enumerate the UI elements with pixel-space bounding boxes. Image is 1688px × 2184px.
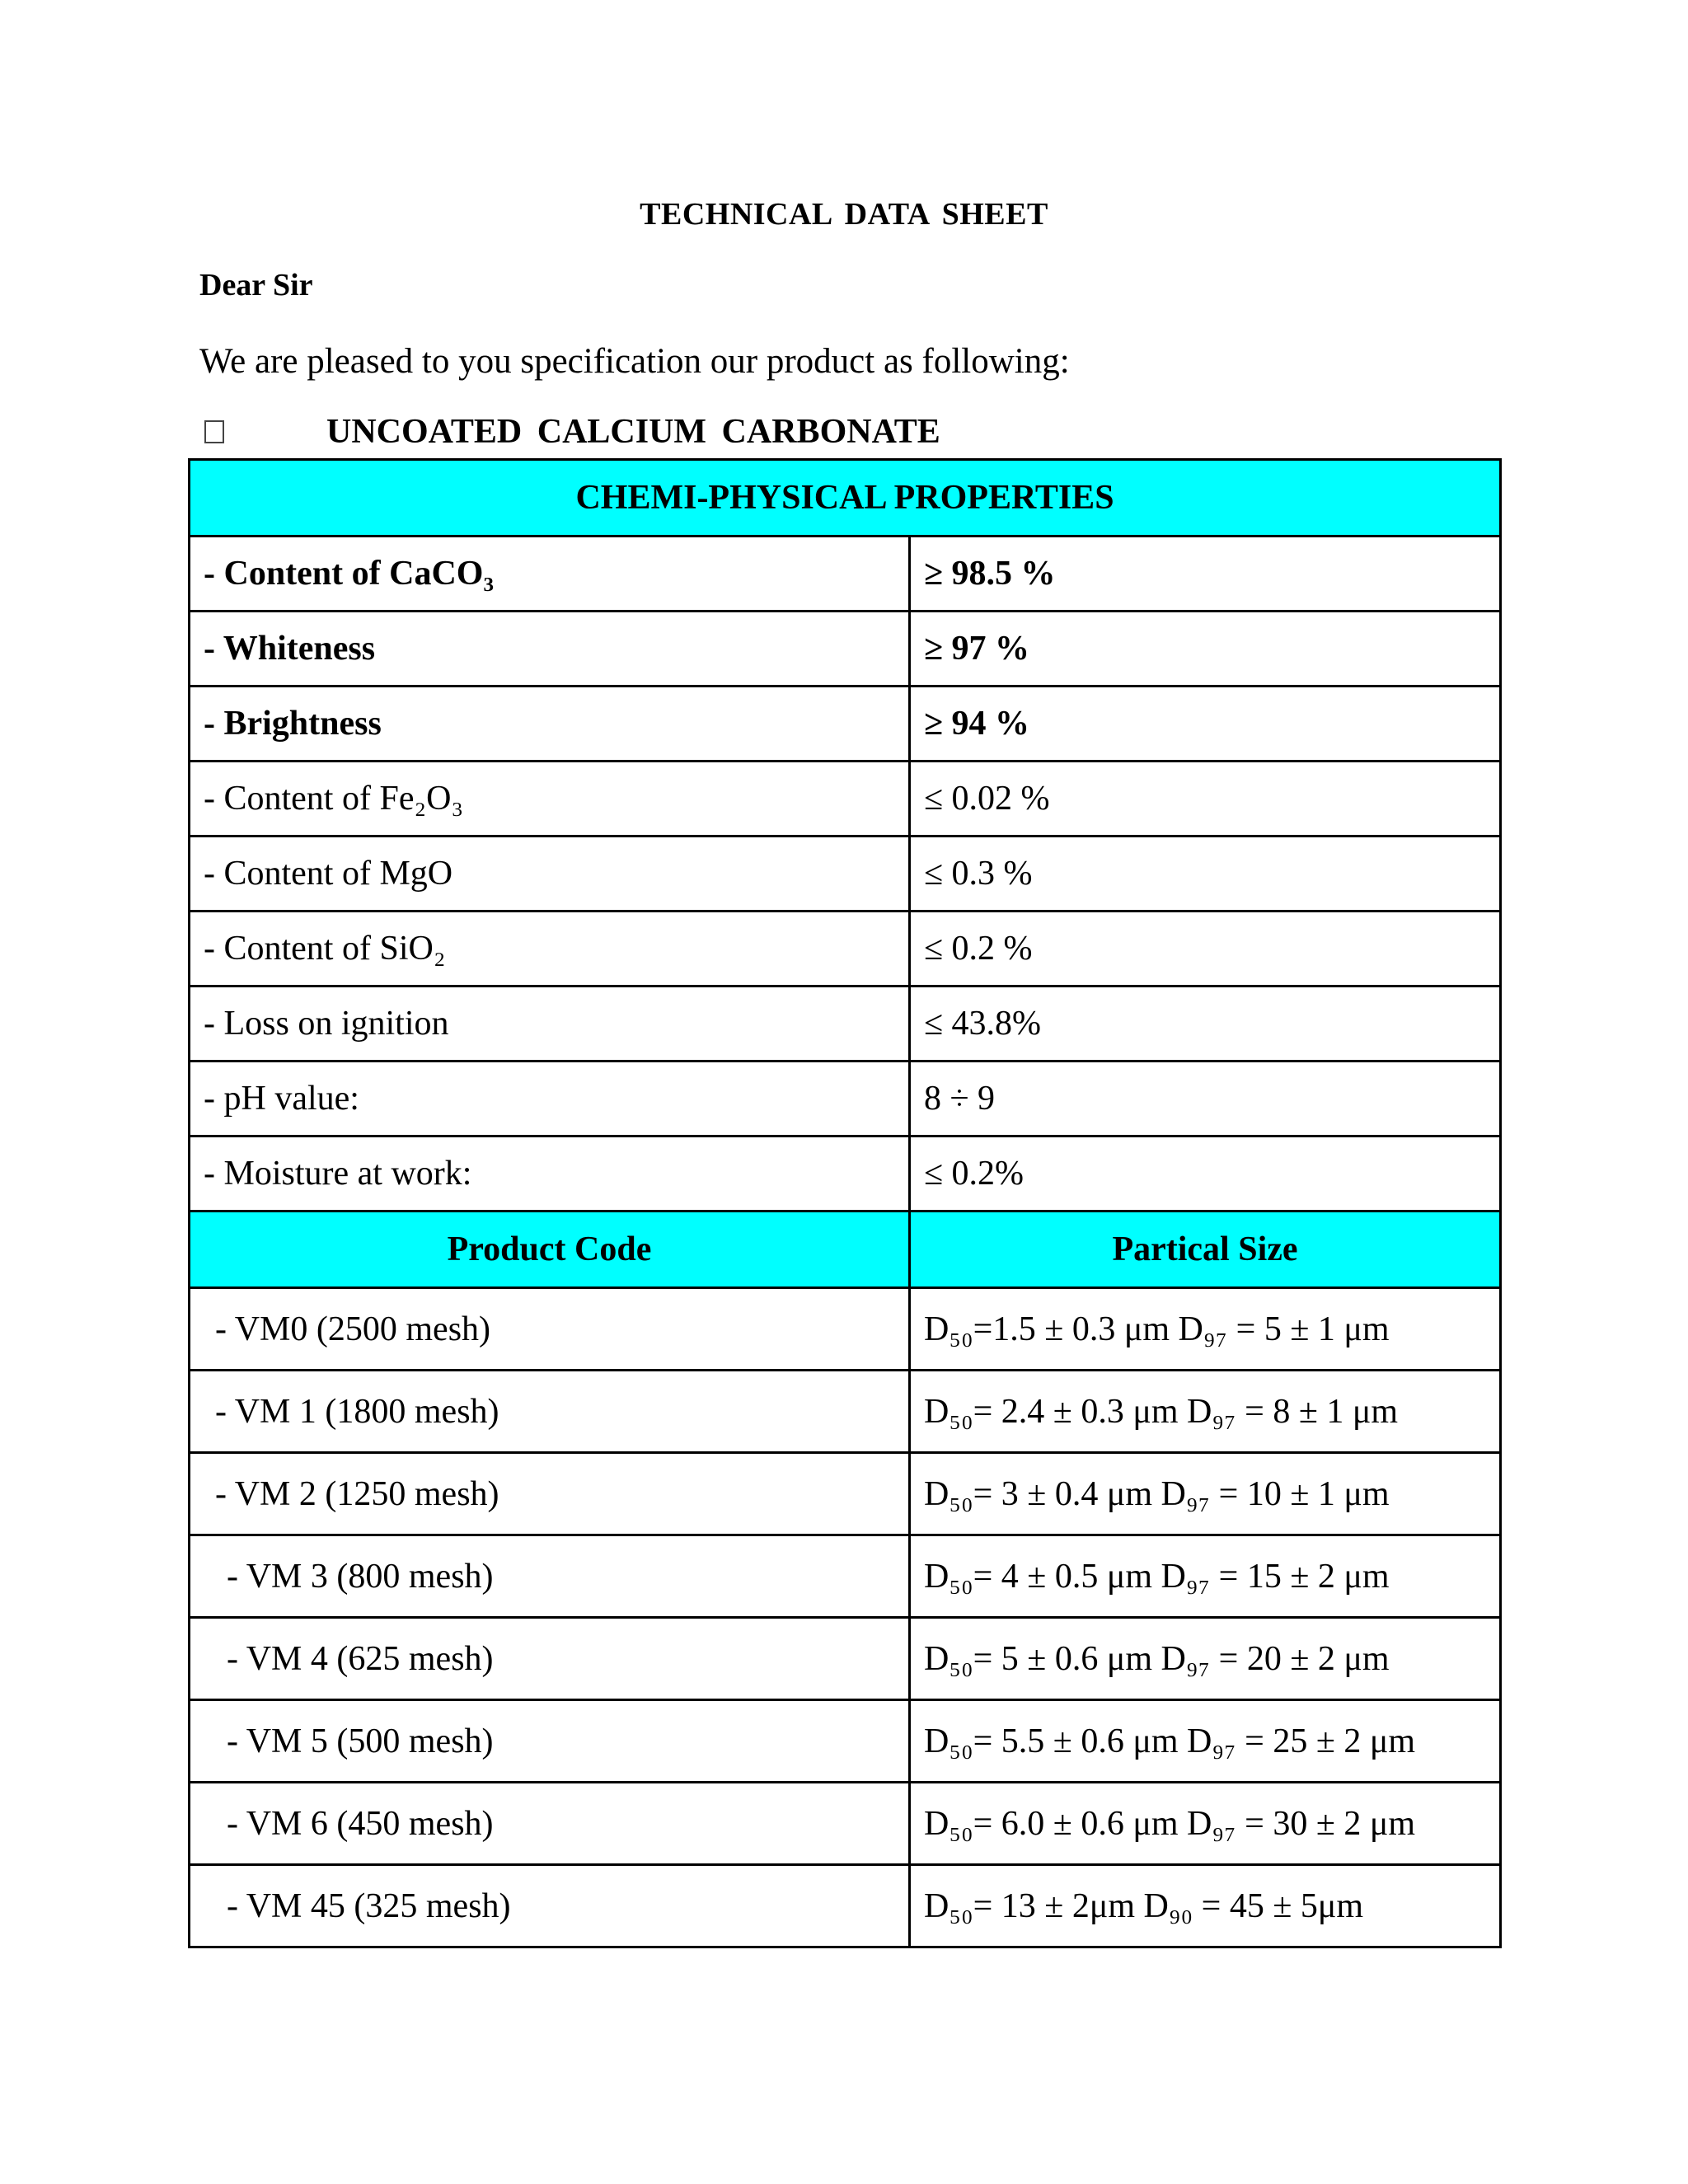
property-value: ≤ 0.2 % — [910, 912, 1501, 987]
particle-size: D₅₀= 4 ± 0.5 μm D₉₇ = 15 ± 2 μm — [910, 1535, 1501, 1618]
product-code: - VM 45 (325 mesh) — [190, 1865, 910, 1947]
table-row — [190, 1700, 1501, 1783]
particle-size: D₅₀=1.5 ± 0.3 μm D₉₇ = 5 ± 1 μm — [910, 1288, 1501, 1371]
property-label: - Content of Fe₂O₃ — [190, 762, 910, 837]
column-header-product-code: Product Code — [190, 1212, 910, 1288]
table-row — [190, 1783, 1501, 1865]
product-code: - VM 1 (1800 mesh) — [190, 1371, 910, 1453]
table-row — [190, 612, 1501, 687]
table-row — [190, 1865, 1501, 1947]
table-row — [190, 687, 1501, 762]
property-label: - Brightness — [190, 687, 910, 762]
particle-size: D₅₀= 2.4 ± 0.3 μm D₉₇ = 8 ± 1 μm — [910, 1371, 1501, 1453]
property-label: - Content of MgO — [190, 837, 910, 912]
particle-size: D₅₀= 13 ± 2μm D₉₀ = 45 ± 5μm — [910, 1865, 1501, 1947]
property-label: - Whiteness — [190, 612, 910, 687]
product-code: - VM0 (2500 mesh) — [190, 1288, 910, 1371]
product-code: - VM 3 (800 mesh) — [190, 1535, 910, 1618]
table-row — [190, 1137, 1501, 1212]
table-row — [190, 987, 1501, 1062]
product-heading — [204, 412, 940, 452]
particle-size: D₅₀= 6.0 ± 0.6 μm D₉₇ = 30 ± 2 μm — [910, 1783, 1501, 1865]
table-row — [190, 837, 1501, 912]
property-value: ≤ 0.3 % — [910, 837, 1501, 912]
table-row — [190, 1535, 1501, 1618]
table-row — [190, 537, 1501, 612]
property-label: - Content of CaCO₃ — [190, 537, 910, 612]
property-label: - Loss on ignition — [190, 987, 910, 1062]
product-code: - VM 5 (500 mesh) — [190, 1700, 910, 1783]
column-header-particle-size: Partical Size — [910, 1212, 1501, 1288]
table-row — [190, 762, 1501, 837]
particle-size: D₅₀= 5.5 ± 0.6 μm D₉₇ = 25 ± 2 μm — [910, 1700, 1501, 1783]
property-value: ≤ 0.2% — [910, 1137, 1501, 1212]
spec-table — [188, 458, 1502, 1948]
table-row — [190, 1288, 1501, 1371]
property-value: ≥ 94 % — [910, 687, 1501, 762]
property-value: ≤ 0.02 % — [910, 762, 1501, 837]
property-value: ≤ 43.8% — [910, 987, 1501, 1062]
table-row — [190, 1371, 1501, 1453]
product-name: UNCOATED CALCIUM CARBONATE — [326, 413, 940, 451]
particle-size: D₅₀= 5 ± 0.6 μm D₉₇ = 20 ± 2 μm — [910, 1618, 1501, 1700]
product-code: - VM 2 (1250 mesh) — [190, 1453, 910, 1535]
table-row — [190, 1062, 1501, 1137]
document-title: TECHNICAL DATA SHEET — [640, 197, 1048, 232]
checkbox-icon — [204, 420, 224, 443]
property-value: ≥ 98.5 % — [910, 537, 1501, 612]
table-row — [190, 1618, 1501, 1700]
property-value: 8 ÷ 9 — [910, 1062, 1501, 1137]
property-label: - Moisture at work: — [190, 1137, 910, 1212]
intro-text: We are pleased to you specification our product as following: — [199, 342, 1070, 381]
product-code: - VM 6 (450 mesh) — [190, 1783, 910, 1865]
particle-size: D₅₀= 3 ± 0.4 μm D₉₇ = 10 ± 1 μm — [910, 1453, 1501, 1535]
property-value: ≥ 97 % — [910, 612, 1501, 687]
table-row — [190, 912, 1501, 987]
property-label: - Content of SiO₂ — [190, 912, 910, 987]
salutation: Dear Sir — [199, 268, 313, 302]
section-header: CHEMI-PHYSICAL PROPERTIES — [190, 460, 1501, 537]
property-label: - pH value: — [190, 1062, 910, 1137]
product-code: - VM 4 (625 mesh) — [190, 1618, 910, 1700]
table-row — [190, 1453, 1501, 1535]
